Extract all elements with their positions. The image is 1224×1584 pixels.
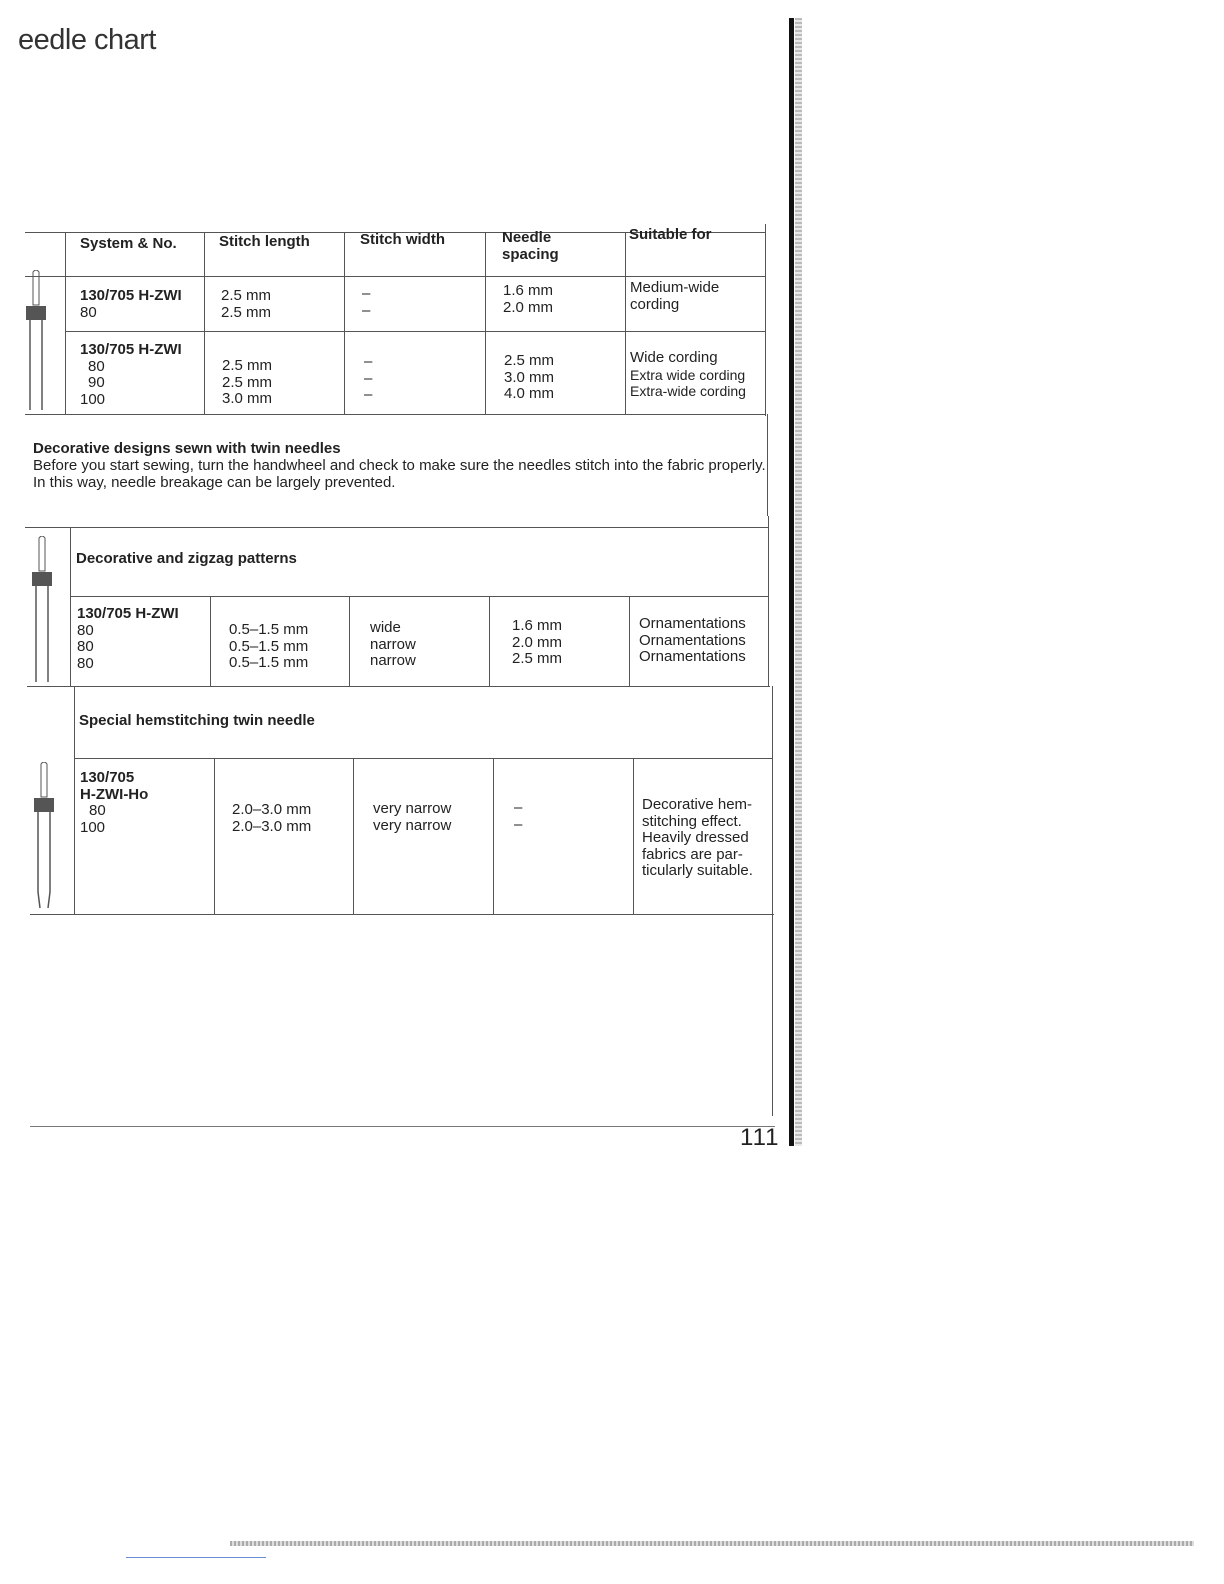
g1-length-1: 2.5 mm [221,303,272,321]
dec-length-1: 0.5–1.5 mm [229,637,309,655]
dec-size-1: 80 [77,638,94,655]
rule [25,276,765,277]
g1-suitable-1: cording [630,295,680,313]
hem-spacing-1: – [514,815,523,833]
g2-suitable-2: Extra-wide cording [630,383,746,399]
rule [214,758,215,914]
binding-edge [789,18,794,1146]
dec-width-2: narrow [370,652,416,669]
hem-suitable-0: Decorative hem- [642,796,753,813]
g1-spacing [503,283,553,316]
dec-spacing-2: 2.5 mm [512,650,563,667]
g1-system [80,288,182,321]
header-needle-spacing [502,230,559,263]
note-text: Before you start sewing, turn the handwheel and check to make sure the needles stitch into the fabric properly. In this way, needle breakage can be largely prevented. [33,457,766,491]
rule [344,232,345,414]
rule [30,914,774,915]
rule [349,596,350,686]
hem-suitable-1: stitching effect. [642,812,742,830]
rule [204,232,205,414]
hem-system-code-2: H-ZWI-Ho [80,785,149,803]
rule [485,232,486,414]
rule [74,686,75,914]
g2-size-1: 90 [88,374,105,391]
dec-width-0: wide [370,619,401,636]
rule [30,1126,775,1127]
hem-spacing-0: – [514,799,523,816]
dec-length-0: 0.5–1.5 mm [229,621,309,638]
g2-width [364,354,372,404]
header-suitable: Suitable for [629,226,712,243]
dec-length-2: 0.5–1.5 mm [229,654,309,671]
dec-width-1: narrow [370,635,416,653]
g2-spacing [504,353,554,403]
hem-suitable-2: Heavily dressed [642,829,749,846]
hem-width [373,801,451,834]
rule [353,758,354,914]
g2-size-2: 100 [80,390,106,408]
note-block [33,440,773,491]
rule [489,596,490,686]
hem-suitable [642,797,753,880]
hem-length-0: 2.0–3.0 mm [232,801,312,818]
hem-size-0: 80 [89,802,106,819]
scan-edge [230,1541,1194,1546]
rule [210,596,211,686]
dec-spacing [512,618,562,668]
dec-size-0: 80 [77,621,94,639]
rule [768,516,769,686]
header-stitch-width: Stitch width [360,231,445,248]
g1-size: 80 [80,303,97,321]
hem-system-code-1: 130/705 [80,769,135,786]
g2-length-1: 2.5 mm [222,373,273,391]
g2-length-2: 3.0 mm [222,390,273,407]
dec-system [77,606,179,672]
rule [25,414,766,415]
hem-suitable-3: fabrics are par- [642,845,743,863]
dec-spacing-0: 1.6 mm [512,617,563,634]
header-system: System & No. [80,235,177,252]
hemstitch-needle-icon [30,762,60,912]
g2-system [80,342,182,408]
g1-length [221,288,271,321]
header-needle-spacing-line1: Needle [502,229,552,246]
rule [633,758,634,914]
twin-needle-icon [28,536,58,686]
rule [70,596,768,597]
g2-suitable-1: Extra wide cording [630,366,746,383]
dec-suitable-0: Ornamentations [639,615,746,632]
g1-width-0: – [362,285,371,302]
rule [493,758,494,914]
dec-suitable-1: Ornamentations [639,631,746,649]
header-needle-spacing-line2: spacing [502,245,559,263]
g1-system-code: 130/705 H-ZWI [80,287,182,304]
rule [772,686,773,1116]
rule [25,527,768,528]
twin-needle-icon [22,270,52,415]
page-title: eedle chart [18,24,156,56]
dec-suitable-2: Ornamentations [639,648,746,665]
dec-length [229,622,308,672]
rule [70,527,71,686]
binding-shadow [795,18,802,1146]
g2-suitable [630,350,746,400]
dec-suitable [639,616,746,666]
g1-suitable [630,280,719,313]
g2-length-0: 2.5 mm [222,357,273,374]
hemstitch-heading: Special hemstitching twin needle [79,712,315,729]
dec-width [370,620,416,670]
scan-artifact [126,1557,266,1558]
g1-spacing-0: 1.6 mm [503,282,554,299]
rule [65,232,66,414]
g1-suitable-0: Medium-wide [630,279,720,296]
g1-spacing-1: 2.0 mm [503,298,554,316]
rule [767,414,768,516]
rule [629,596,630,686]
hem-length [232,802,311,835]
hem-size-1: 100 [80,818,106,836]
hem-spacing [514,800,522,833]
g2-width-1: – [364,369,373,387]
g2-size-0: 80 [88,357,105,375]
g2-spacing-2: 4.0 mm [504,385,555,402]
g1-width-1: – [362,301,371,319]
header-stitch-length: Stitch length [219,233,310,250]
rule [625,232,626,414]
g1-width [362,286,370,319]
g2-system-code: 130/705 H-ZWI [80,341,182,358]
g2-width-2: – [364,386,373,403]
page-number: 111 [740,1124,780,1151]
rule [74,758,772,759]
dec-size-2: 80 [77,654,94,672]
rule [65,331,766,332]
g2-spacing-0: 2.5 mm [504,352,555,369]
g2-suitable-0: Wide cording [630,349,718,366]
decorative-heading: Decorative and zigzag patterns [76,550,297,567]
rule [765,224,766,416]
hem-length-1: 2.0–3.0 mm [232,817,312,835]
g1-length-0: 2.5 mm [221,287,272,304]
hem-width-0: very narrow [373,800,452,817]
dec-spacing-1: 2.0 mm [512,633,563,651]
dec-system-code: 130/705 H-ZWI [77,605,179,622]
g2-length [222,358,272,408]
hem-suitable-4: ticularly suitable. [642,862,753,879]
rule [27,686,770,687]
hem-width-1: very narrow [373,816,452,834]
g2-width-0: – [364,353,373,370]
note-heading: Decorative designs sewn with twin needles [33,440,341,457]
g2-spacing-1: 3.0 mm [504,368,555,386]
hem-system [80,770,148,836]
